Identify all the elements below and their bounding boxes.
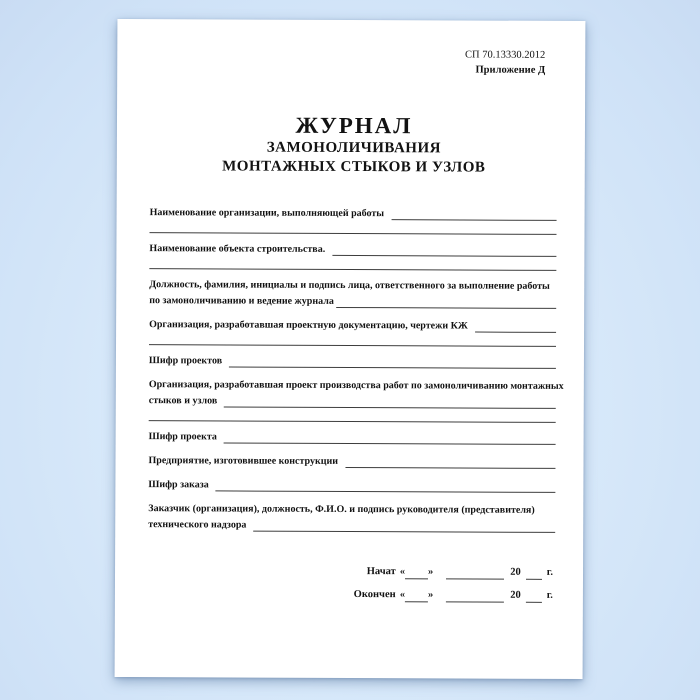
field-construction-object (149, 241, 557, 271)
open-quote: « (399, 566, 406, 578)
start-label: Начат (366, 566, 396, 578)
regulation-code: СП 70.13330.2012 (465, 49, 546, 61)
century-prefix: 20 (510, 566, 521, 578)
blank-month (446, 591, 504, 602)
blank-day (405, 591, 428, 602)
field-work-plan-organization (148, 377, 564, 423)
field-label: Организация, разработавшая проект производства работ по замоноличиванию монтажных (148, 379, 564, 392)
journal-cover-page (115, 19, 586, 679)
field-label: Заказчик (организация), должность, Ф.И.О. и подпись руководителя (представителя) (148, 503, 535, 516)
blank-line (229, 355, 556, 368)
blank-year (526, 592, 542, 603)
end-label: Окончен (353, 589, 396, 601)
field-design-organization (149, 317, 557, 347)
blank-line-full (149, 333, 556, 347)
year-suffix: г. (546, 589, 553, 601)
journal-subtitle-line1: ЗАМОНОЛИЧИВАНИЯ (266, 139, 442, 157)
blank-line (391, 208, 557, 221)
journal-dates (148, 559, 556, 607)
field-label: по замоноличиванию и ведение журнала (149, 295, 334, 307)
field-label: Наименование объекта строительства. (149, 243, 326, 255)
blank-line (253, 520, 555, 533)
blank-line-full (150, 221, 557, 235)
close-quote: » (427, 589, 434, 601)
field-label: Должность, фамилия, инициалы и подпись лица, ответственного за выполнение работы (149, 279, 550, 292)
journal-title: ЖУРНАЛ (295, 112, 413, 139)
form-fields (148, 205, 564, 535)
blank-line (345, 456, 556, 469)
blank-line (216, 479, 556, 492)
blank-line (475, 321, 556, 333)
year-suffix: г. (546, 566, 554, 578)
field-responsible-person (149, 277, 557, 311)
blank-line (224, 431, 556, 444)
page-content (148, 19, 564, 607)
field-label: технического надзора (148, 519, 247, 531)
field-manufacturer (148, 453, 556, 471)
blank-month (446, 568, 504, 579)
close-quote: » (428, 566, 434, 578)
blank-year (526, 569, 542, 580)
field-order-code (148, 477, 556, 495)
appendix-label: Приложение Д (475, 64, 546, 76)
century-prefix: 20 (510, 589, 521, 601)
field-label: Шифр проекта (148, 431, 217, 443)
blank-line (224, 395, 556, 408)
field-label: Организация, разработавшая проектную документацию, чертежи КЖ (149, 319, 468, 332)
open-quote: « (399, 589, 405, 601)
blank-line (336, 296, 556, 309)
start-date-row (148, 559, 556, 584)
blank-line (332, 244, 556, 257)
blank-day (405, 568, 428, 579)
end-date-row (148, 582, 556, 607)
field-label: Предприятие, изготовившее конструкции (148, 455, 339, 467)
blank-line-full (149, 257, 556, 271)
field-label: Наименование организации, выполняющей работы (149, 207, 385, 220)
field-project-codes (149, 353, 557, 371)
field-performing-organization (150, 205, 558, 235)
regulation-reference (150, 46, 558, 78)
blank-line-full (149, 409, 556, 423)
field-project-code (149, 429, 557, 447)
journal-subtitle-line2: МОНТАЖНЫХ СТЫКОВ И УЗЛОВ (222, 158, 486, 176)
field-label: стыков и узлов (148, 395, 218, 407)
field-label: Шифр заказа (148, 479, 209, 491)
journal-title-block (150, 111, 558, 178)
field-label: Шифр проектов (148, 355, 223, 367)
field-customer (148, 501, 556, 535)
